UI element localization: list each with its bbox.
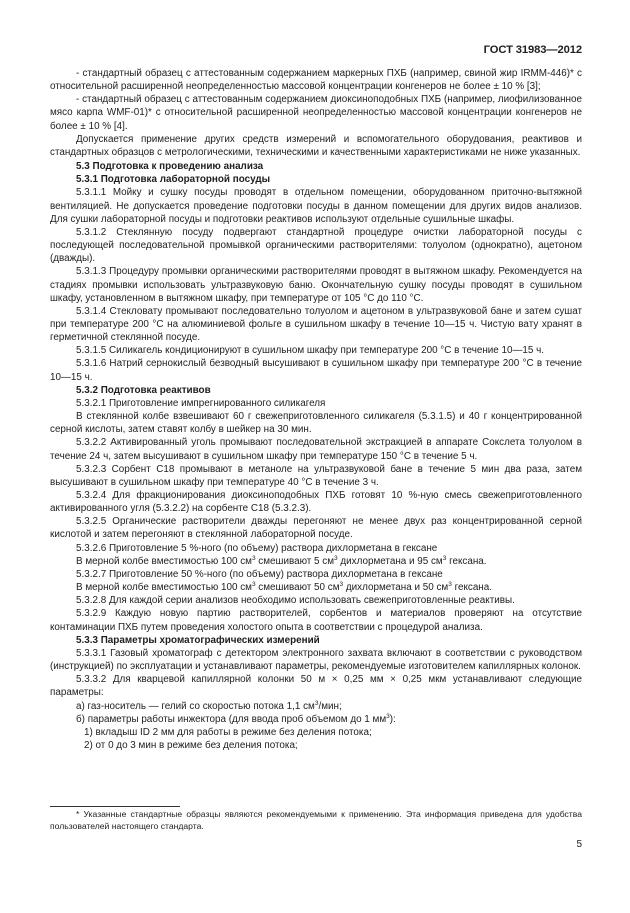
text-run: /мин;	[318, 700, 342, 712]
superscript: 3	[251, 581, 256, 589]
superscript: 3	[339, 581, 344, 589]
list-item-liner: 1) вкладыш ID 2 мм для работы в режиме без деления потока;	[84, 726, 372, 738]
text-run: смешивают 50 см	[255, 582, 340, 594]
paragraph-5-3-2-4: 5.3.2.4 Для фракционирования диоксиноподобных ПХБ готовят 10 %-ную смесь свежеприготовленного активированного угля (5.3.2.2) на сорбенте С18 (5.3.2.3).	[50, 490, 582, 515]
paragraph-alternative-equipment: Допускается применение других средств измерений и вспомогательного оборудования, реактивов и стандартных образцов с метрологическими, техническими и качественными характеристиками не ниже указанных.	[50, 133, 582, 158]
superscript: 3	[448, 581, 452, 589]
paragraph-5-3-2-2: 5.3.2.2 Активированный уголь промывают последовательной экстракцией в аппарате Сокслета толуолом в течение 24 ч, затем высушивают в сушильном шкафу при температуре 150 °С в течение 5 ч.	[50, 437, 582, 462]
paragraph-5-3-2-7: 5.3.2.7 Приготовление 50 %-ного (по объему) раствора дихлорметана в гексане	[76, 568, 443, 580]
superscript: 3	[314, 699, 319, 707]
paragraph-5-3-3-2: 5.3.3.2 Для кварцевой капиллярной колонки 50 м × 0,25 мм × 0,25 мкм устанавливают следующие параметры:	[50, 674, 582, 699]
paragraph-5-3-2-3: 5.3.2.3 Сорбент С18 промывают в метаноле на ультразвуковой бане в течение 5 мин два раза, затем высушивают в сушильном шкафу при температуре 40 °С в течение 3 ч.	[50, 463, 582, 488]
document-body	[50, 67, 582, 752]
text-run: б) параметры работы инжектора (для ввода проб объемом до 1 мм	[76, 713, 387, 725]
footnote: * Указанные стандартные образцы являются рекомендуемыми к применению. Эта информация приведена для удобства пользователей настоящего стандарта.	[50, 809, 582, 831]
section-heading-5-3-3: 5.3.3 Параметры хроматографических измерений	[76, 634, 320, 646]
paragraph-5-3-2-6-body	[50, 555, 582, 568]
list-item-splitless-mode: 2) от 0 до 3 мин в режиме без деления потока;	[84, 739, 298, 751]
paragraph-5-3-2-9: 5.3.2.9 Каждую новую партию растворителей, сорбентов и материалов проверяют на отсутствие контаминации ПХБ путем проведения холостого опыта в соответствии с процедурой анализа.	[50, 608, 582, 633]
text-run: В мерной колбе вместимостью 100 см	[76, 582, 252, 594]
text-run: гексана.	[451, 582, 492, 594]
text-run: а) газ-носитель — гелий со скоростью потока 1,1 см	[76, 700, 315, 712]
footnote-divider	[50, 806, 180, 807]
section-heading-5-3: 5.3 Подготовка к проведению анализа	[76, 161, 264, 173]
paragraph-5-3-1-5: 5.3.1.5 Силикагель кондиционируют в сушильном шкафу при температуре 200 °С в течение 10—15 ч.	[76, 345, 545, 357]
paragraph-5-3-2-5: 5.3.2.5 Органические растворители дважды перегоняют не менее двух раз концентрированной серной кислотой и затем перегоняют в стеклянной лабораторной посуде.	[50, 516, 582, 541]
paragraph-5-3-2-6: 5.3.2.6 Приготовление 5 %-ного (по объему) раствора дихлорметана в гексане	[76, 542, 438, 554]
paragraph-5-3-1-2: 5.3.1.2 Стеклянную посуду подвергают стандартной процедуре очистки лабораторной посуды с последующей последовательной промывкой органическими растворителями: толуолом (однократно), ацетоном (дважды).	[50, 226, 582, 265]
section-heading-5-3-2: 5.3.2 Подготовка реактивов	[76, 384, 211, 396]
superscript: 3	[251, 554, 256, 562]
text-run: ):	[389, 713, 396, 725]
text-run: В мерной колбе вместимостью 100 см	[76, 555, 252, 567]
text-run: гексана.	[446, 555, 487, 567]
text-run: дихлорметана и 50 см	[343, 582, 449, 594]
paragraph-5-3-1-6: 5.3.1.6 Натрий сернокислый безводный высушивают в сушильном шкафу при температуре 200 °С в течение 10—15 ч.	[50, 358, 582, 383]
paragraph-5-3-1-4: 5.3.1.4 Стекловату промывают последовательно толуолом и ацетоном в ультразвуковой бане и затем сушат при температуре 200 °С на алюминиевой фольге в сушильном шкафу в течение 10—15 ч. Чистую вату хранят в герметичной стеклянной посуде.	[50, 305, 582, 344]
list-item-injector-parameters	[50, 713, 582, 726]
paragraph-5-3-3-1: 5.3.3.1 Газовый хроматограф с детектором электронного захвата включают в соответствии с руководством (инструкцией) по эксплуатации и устанавливают параметры, рекомендуемые изготовителем капиллярных колонок.	[50, 647, 582, 673]
list-item-carrier-gas	[50, 700, 582, 713]
text-run: смешивают 5 см	[255, 555, 335, 567]
paragraph-marker-pcb-reference: - стандартный образец с аттестованным содержанием маркерных ПХБ (например, свиной жир IRMM-446)* с относительной расширенной неопределенностью массовой концентрации конгенеров не более ± 10 % [3];	[50, 68, 582, 93]
page-number: 5	[576, 839, 582, 850]
paragraph-5-3-1-1: 5.3.1.1 Мойку и сушку посуды проводят в отдельном помещении, оборудованном приточно-вытяжной вентиляцией. Не допускается проведение подготовки посуды в данном помещении для других видов анализов. Для сушки лабораторной посуды и подготовки реактивов используют отдельные сушильные шкафы.	[50, 187, 582, 225]
paragraph-5-3-2-7-body	[50, 581, 582, 594]
section-heading-5-3-1: 5.3.1 Подготовка лабораторной посуды	[76, 174, 271, 186]
standard-code-header: ГОСТ 31983—2012	[483, 44, 582, 56]
superscript: 3	[334, 554, 338, 562]
superscript: 3	[386, 712, 390, 720]
text-run: дихлорметана и 95 см	[337, 555, 443, 567]
superscript: 3	[442, 554, 447, 562]
paragraph-dioxin-pcb-reference: - стандартный образец с аттестованным содержанием диоксиноподобных ПХБ (например, лиофилизованное мясо карпа WMF-01)* с относительной расширенной неопределенностью массовой концентрации конгенеров не более ± 10 % [4].	[50, 94, 582, 132]
paragraph-5-3-2-8: 5.3.2.8 Для каждой серии анализов необходимо использовать свежеприготовленные реактивы.	[76, 595, 515, 607]
paragraph-5-3-2-1: 5.3.2.1 Приготовление импрегнированного силикагеля	[76, 397, 326, 409]
paragraph-5-3-1-3: 5.3.1.3 Процедуру промывки органическими растворителями проводят в вытяжном шкафу. Рекомендуется на стадиях промывки использовать ультразвуковую баню. Окончательную сушку посуды проводят в сушильном шкафу, установленном в вытяжном шкафу, при температуре от 105 °С до 110 °С.	[50, 266, 582, 304]
paragraph-5-3-2-1-body: В стеклянной колбе взвешивают 60 г свежеприготовленного силикагеля (5.3.1.5) и 40 г концентрированной серной кислоты, затем ставят колбу в шейкер на 30 мин.	[50, 411, 582, 436]
